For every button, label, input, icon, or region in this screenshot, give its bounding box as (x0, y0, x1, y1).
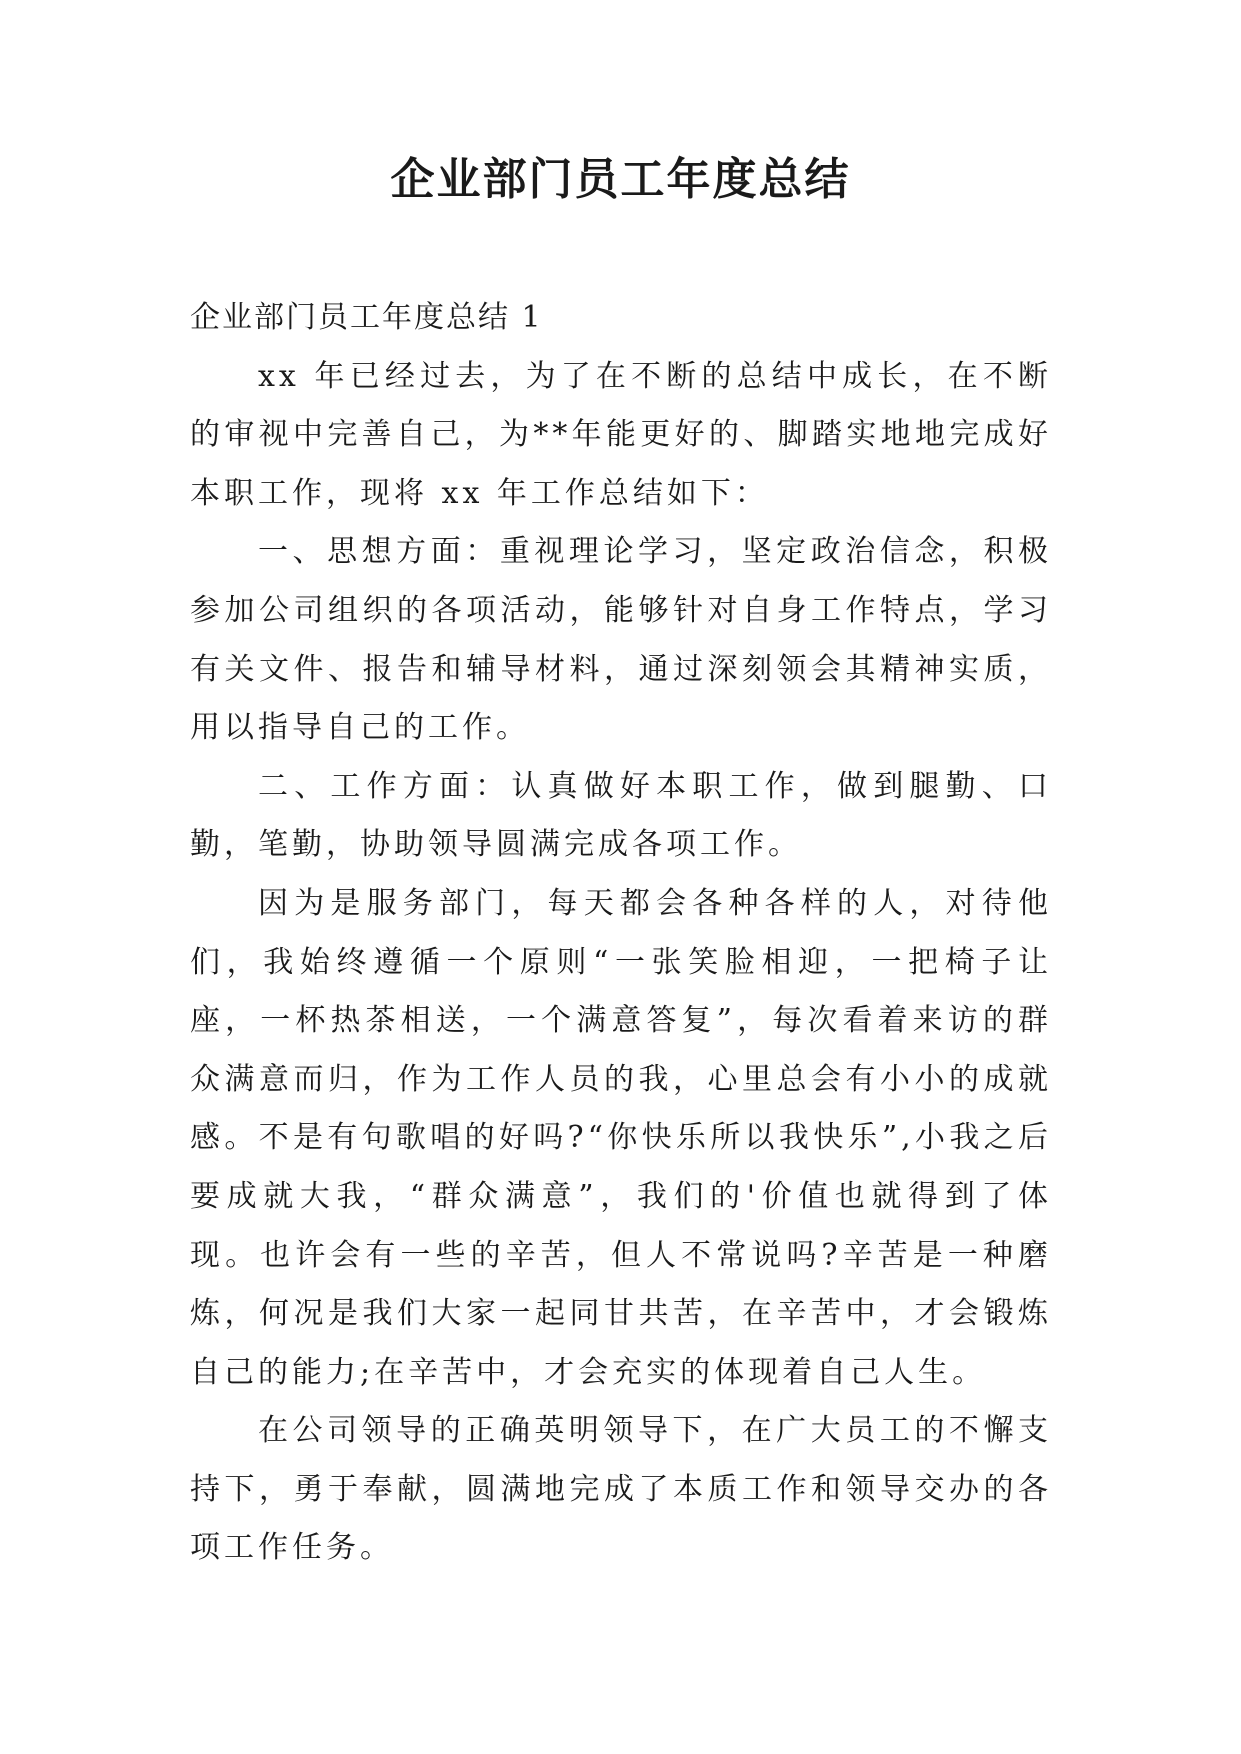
paragraph-intro: xx 年已经过去，为了在不断的总结中成长，在不断的审视中完善自己，为**年能更好的、脚踏实地地完成好本职工作，现将 xx 年工作总结如下： (190, 358, 1052, 511)
paragraph-ideology: 一、思想方面：重视理论学习，坚定政治信念，积极参加公司组织的各项活动，能够针对自身工作特点，学习有关文件、报告和辅导材料，通过深刻领会其精神实质，用以指导自己的工作。 (190, 534, 1052, 746)
paragraph-work: 二、工作方面：认真做好本职工作，做到腿勤、口勤，笔勤，协助领导圆满完成各项工作。 (190, 768, 1052, 863)
paragraph-service: 因为是服务部门，每天都会各种各样的人，对待他们，我始终遵循一个原则“一张笑脸相迎，一把椅子让座，一杯热茶相送，一个满意答复”，每次看着来访的群众满意而归，作为工作人员的我，心里总会有小小的成就感。不是有句歌唱的好吗?“你快乐所以我快乐”,小我之后要成就大我，“群众满意”，我们的'价值也就得到了体现。也许会有一些的辛苦，但人不常说吗?辛苦是一种磨炼，何况是我们大家一起同甘共苦，在辛苦中，才会锻炼自己的能力;在辛苦中，才会充实的体现着自己人生。 (190, 885, 1052, 1390)
paragraph-conclusion: 在公司领导的正确英明领导下，在广大员工的不懈支持下，勇于奉献，圆满地完成了本质工作和领导交办的各项工作任务。 (190, 1413, 1052, 1566)
document-title: 企业部门员工年度总结 (390, 154, 851, 205)
section-heading: 企业部门员工年度总结 1 (190, 300, 543, 335)
document-body (190, 289, 1052, 1578)
